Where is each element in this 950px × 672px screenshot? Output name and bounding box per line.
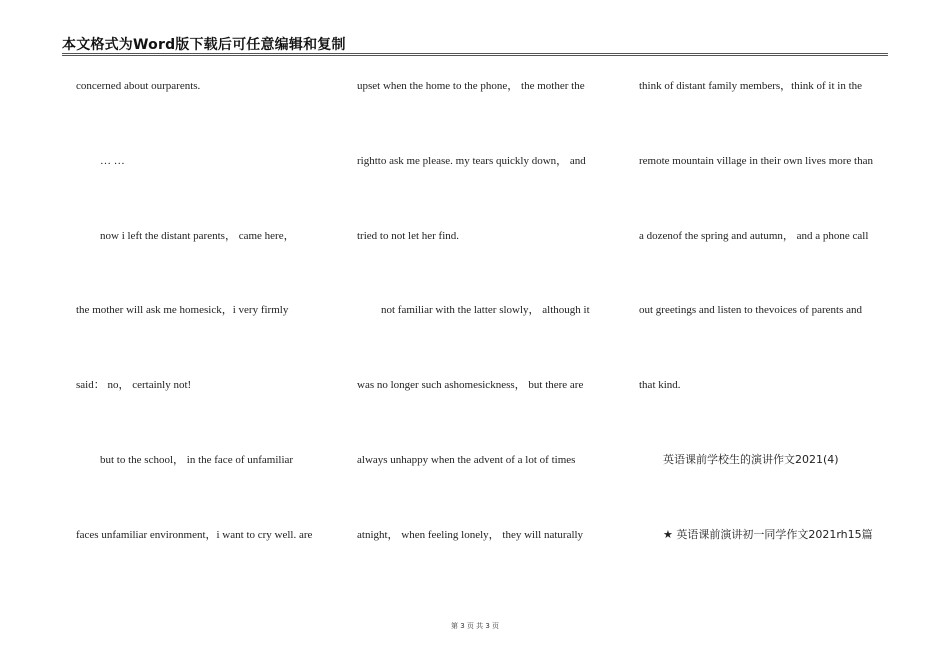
text-line: a dozenof the spring and autumn， and a phone call (639, 230, 869, 242)
text-line: but to the school， in the face of unfamiliar (100, 454, 294, 466)
text-line: that kind. (639, 379, 681, 391)
text-line: atnight， when feeling lonely， they will naturally (357, 529, 584, 541)
text-line: concerned about ourparents. (76, 80, 201, 92)
text-line: tried to not let her find. (357, 230, 460, 242)
text-line: upset when the home to the phone， the mother the (357, 80, 585, 92)
related-article-link[interactable]: 英语课前学校生的演讲作文2021(4) (663, 453, 839, 466)
text-line: out greetings and listen to thevoices of parents and (639, 304, 862, 316)
text-line: the mother will ask me homesick，i very firmly (76, 304, 289, 316)
text-line: now i left the distant parents， came here， (100, 230, 295, 242)
text-line: rightto ask me please. my tears quickly down， and (357, 155, 586, 167)
text-line: think of distant family members，think of it in the (639, 80, 863, 92)
text-line: remote mountain village in their own lives more than (639, 155, 873, 167)
text-line: … … (100, 155, 125, 167)
page-number-footer: 第 3 页 共 3 页 (450, 622, 500, 630)
document-header-title: 本文格式为Word版下载后可任意编辑和复制 (62, 37, 346, 53)
text-line: faces unfamiliar environment，i want to cry well. are (76, 529, 313, 541)
text-line: not familiar with the latter slowly， although it (381, 304, 590, 316)
text-line: said： no， certainly not! (76, 379, 192, 391)
header-divider (62, 53, 888, 56)
related-article-link[interactable]: ★ 英语课前演讲初一同学作文2021rh15篇 (663, 528, 873, 541)
text-line: always unhappy when the advent of a lot of times (357, 454, 576, 466)
text-line: was no longer such ashomesickness， but there are (357, 379, 584, 391)
